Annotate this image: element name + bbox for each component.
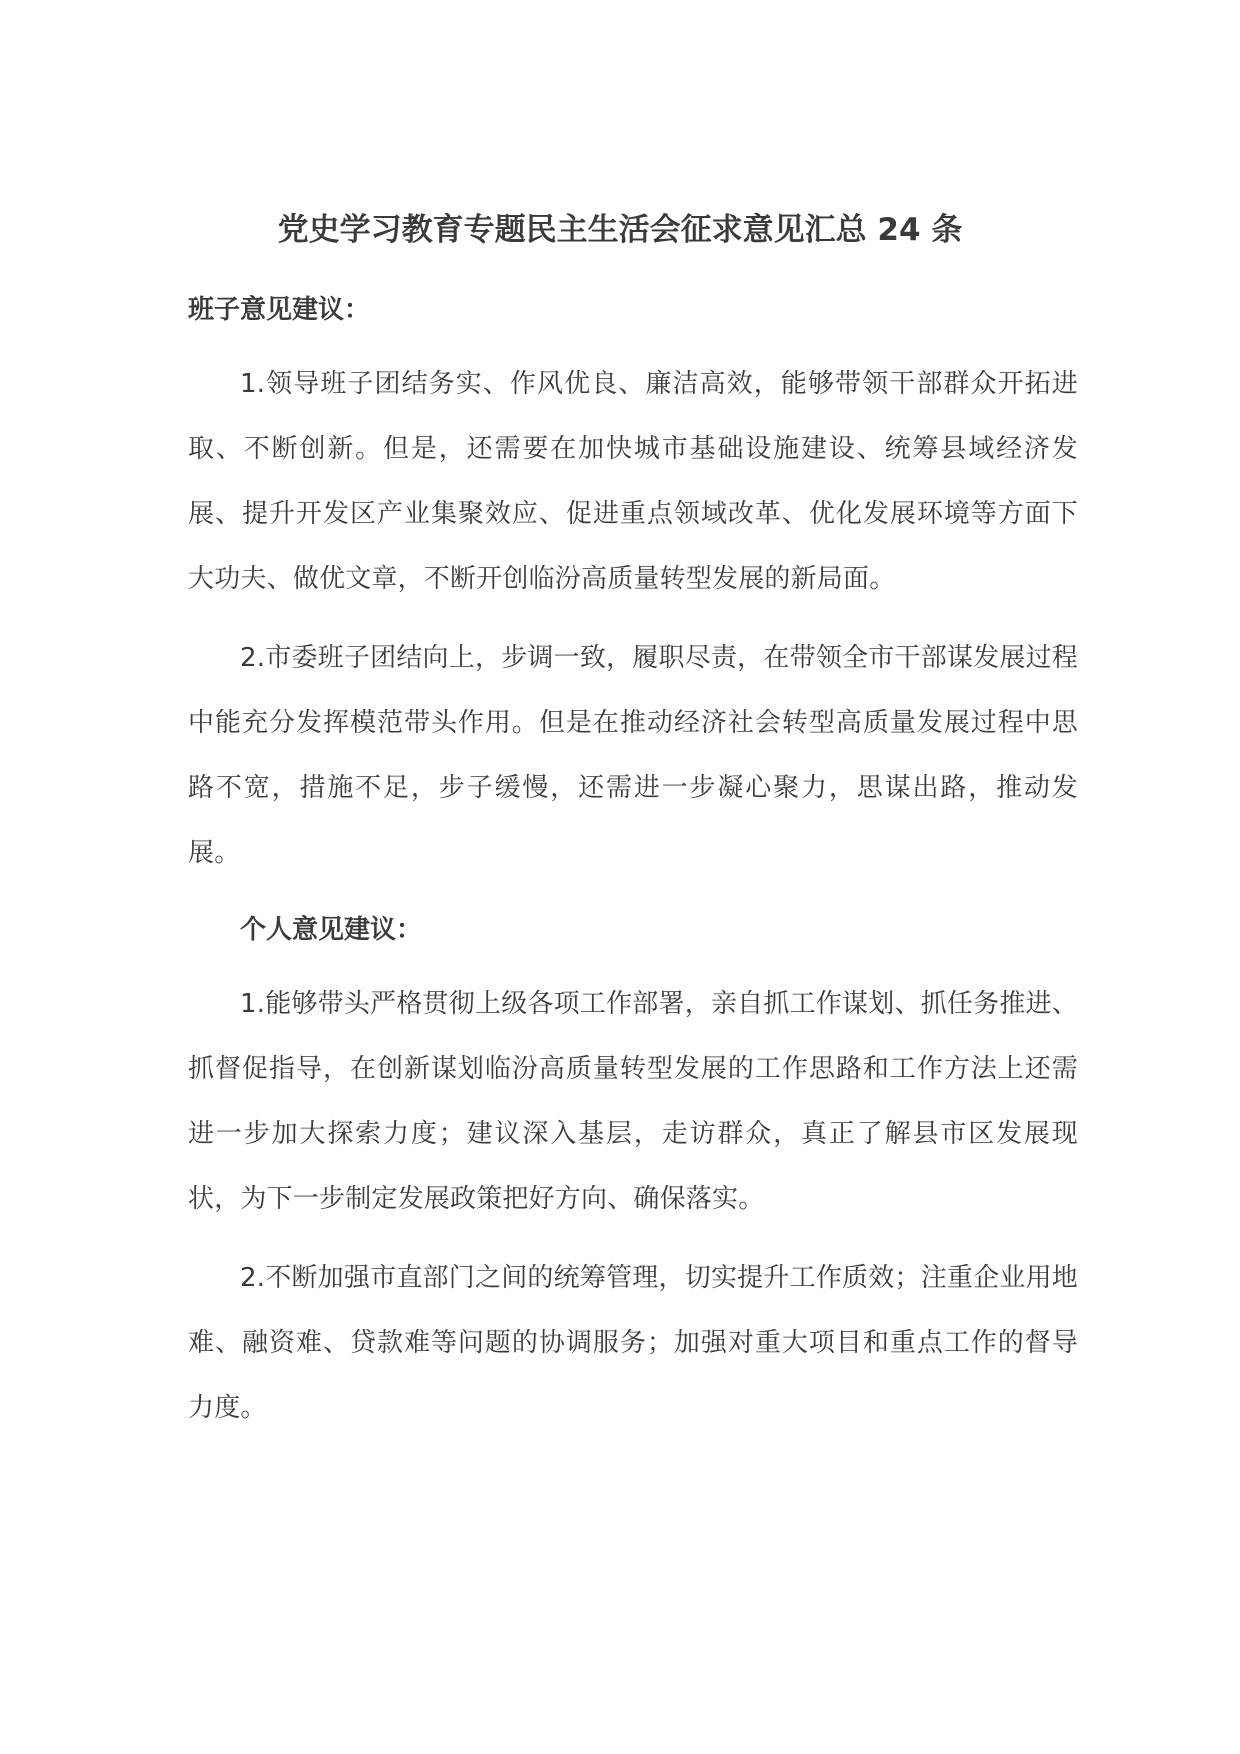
personal-suggestion-2: 2.不断加强市直部门之间的统筹管理，切实提升工作质效；注重企业用地难、融资难、贷款难等问题的协调服务；加强对重大项目和重点工作的督导力度。 — [188, 1263, 1078, 1423]
personal-suggestion-1: 1.能够带头严格贯彻上级各项工作部署，亲自抓工作谋划、抓任务推进、抓督促指导，在创新谋划临汾高质量转型发展的工作思路和工作方法上还需进一步加大探索力度；建议深入基层，走访群众，真正了解县市区发展现状，为下一步制定发展政策把好方向、确保落实。 — [188, 989, 1078, 1214]
section-heading-team: 班子意见建议： — [188, 295, 371, 325]
section-heading-personal: 个人意见建议： — [240, 915, 423, 945]
document-body — [188, 280, 1078, 1455]
team-suggestion-1: 1.领导班子团结务实、作风优良、廉洁高效，能够带领干部群众开拓进取、不断创新。但是，还需要在加快城市基础设施建设、统筹县域经济发展、提升开发区产业集聚效应、促进重点领域改革、优化发展环境等方面下大功夫、做优文章，不断开创临汾高质量转型发展的新局面。 — [188, 369, 1078, 594]
document-title: 党史学习教育专题民主生活会征求意见汇总 24 条 — [277, 212, 963, 248]
team-suggestion-2: 2.市委班子团结向上，步调一致，履职尽责，在带领全市干部谋发展过程中能充分发挥模范带头作用。但是在推动经济社会转型高质量发展过程中思路不宽，措施不足，步子缓慢，还需进一步凝心聚力，思谋出路，推动发展。 — [188, 643, 1078, 868]
